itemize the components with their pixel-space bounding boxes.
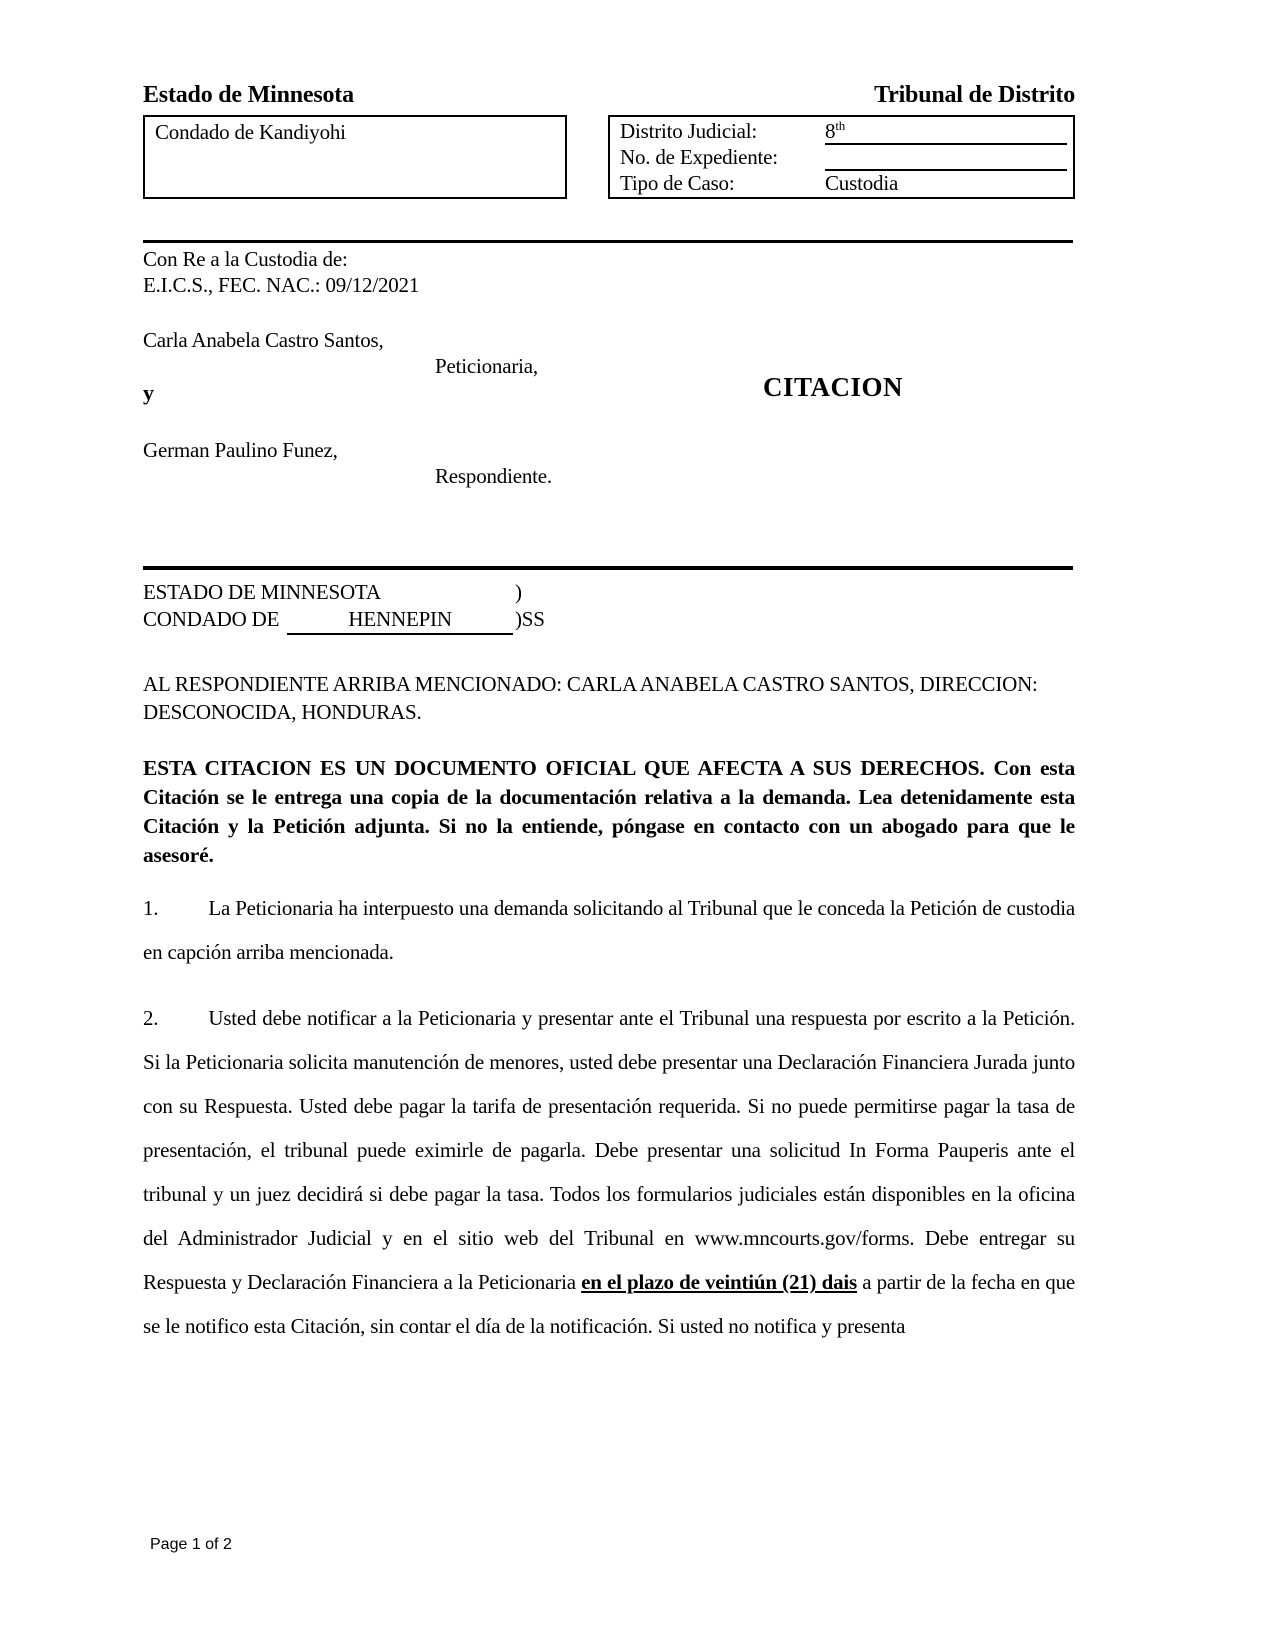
- venue-county-value: HENNEPIN: [287, 606, 513, 635]
- caption-bottom-rule: [143, 566, 1073, 570]
- judicial-district-value: 8th: [825, 119, 1067, 145]
- paragraph-2-text-before: Usted debe notificar a la Peticionaria y presentar ante el Tribunal una respuesta por escrito a la Petición. Si la Peticionaria solicita manutención de menores, usted debe presentar una Declaración Financiera Jurada junto con su Respuesta. Usted debe pagar la tarifa de presentación requerida. Si no puede permitirse pagar la tasa de presentación, el tribunal puede eximirle de pagarla. Debe presentar una solicitud In Forma Pauperis ante el tribunal y un juez decidirá si debe pagar la tasa. Todos los formularios judiciales están disponibles en la oficina del Administrador Judicial y en el sitio web del Tribunal en www.mncourts.gov/forms. Debe entregar su Respuesta y Declaración Financiera a la Peticionaria: [143, 1006, 1075, 1294]
- court-info-box: [608, 115, 1075, 199]
- file-number-blank: [825, 145, 1067, 171]
- warning-paragraph: ESTA CITACION ES UN DOCUMENTO OFICIAL QUE AFECTA A SUS DERECHOS. Con esta Citación se le entrega una copia de la documentación relativa a la demanda. Lea detenidamente esta Citación y la Petición adjunta. Si no la entiende, póngase en contacto con un abogado para que le asesoré.: [143, 756, 1075, 867]
- venue-state-text: ESTADO DE MINNESOTA: [143, 580, 381, 604]
- case-type-value: Custodia: [825, 171, 899, 195]
- county-box-text: Condado de Kandiyohi: [155, 120, 346, 144]
- case-type-label: Tipo de Caso:: [620, 171, 735, 195]
- respondent-role: Respondiente.: [435, 464, 552, 488]
- in-re-line2: E.I.C.S., FEC. NAC.: 09/12/2021: [143, 273, 420, 297]
- paragraph-2: [143, 996, 1075, 1348]
- venue-county-paren: )SS: [515, 607, 545, 631]
- venue-county-left: [143, 606, 515, 635]
- case-type-row: [610, 171, 1073, 197]
- and-label: y: [143, 380, 154, 405]
- ordinal-suffix: th: [835, 118, 846, 133]
- page-number: Page 1 of 2: [150, 1536, 232, 1553]
- header-title-row: [143, 82, 1075, 109]
- court-title: Tribunal de Distrito: [874, 82, 1075, 108]
- paragraph-1-number: 1.: [143, 896, 159, 920]
- file-number-row: [610, 145, 1073, 171]
- document-content: [143, 0, 1075, 1650]
- paragraph-2-number: 2.: [143, 1006, 159, 1030]
- in-re-block: [143, 246, 419, 298]
- judicial-district-row: [610, 119, 1073, 145]
- venue-state-paren: ): [515, 580, 522, 604]
- judicial-district-label: Distrito Judicial:: [620, 119, 757, 143]
- deadline-emphasis: en el plazo de veintiún (21) dais: [581, 1270, 857, 1294]
- caption-top-rule: [143, 240, 1073, 243]
- venue-county-label: CONDADO DE: [143, 607, 280, 631]
- venue-block: [143, 579, 545, 635]
- petitioner-role: Peticionaria,: [435, 354, 538, 378]
- document-title: CITACION: [763, 372, 904, 402]
- in-re-line1: Con Re a la Custodia de:: [143, 247, 348, 271]
- state-title: Estado de Minnesota: [143, 82, 354, 108]
- petitioner-name: Carla Anabela Castro Santos,: [143, 328, 384, 352]
- venue-state-line: [143, 579, 545, 606]
- addressee-paragraph: AL RESPONDIENTE ARRIBA MENCIONADO: CARLA ANABELA CASTRO SANTOS, DIRECCION: DESCONOCIDA, HONDURAS.: [143, 672, 1038, 724]
- file-number-label: No. de Expediente:: [620, 145, 778, 169]
- paragraph-1: [143, 886, 1075, 974]
- venue-county-line: [143, 606, 545, 635]
- paragraph-2-text-after: a partir de la fecha en que se le notifico esta Citación, sin contar el día de la notificación. Si usted no notifica y presenta: [143, 1270, 1075, 1338]
- venue-state-left: [143, 579, 515, 606]
- paragraph-1-text: La Peticionaria ha interpuesto una demanda solicitando al Tribunal que le conceda la Petición de custodia en capción arriba mencionada.: [143, 896, 1075, 964]
- respondent-name: German Paulino Funez,: [143, 438, 338, 462]
- county-box: [143, 115, 567, 199]
